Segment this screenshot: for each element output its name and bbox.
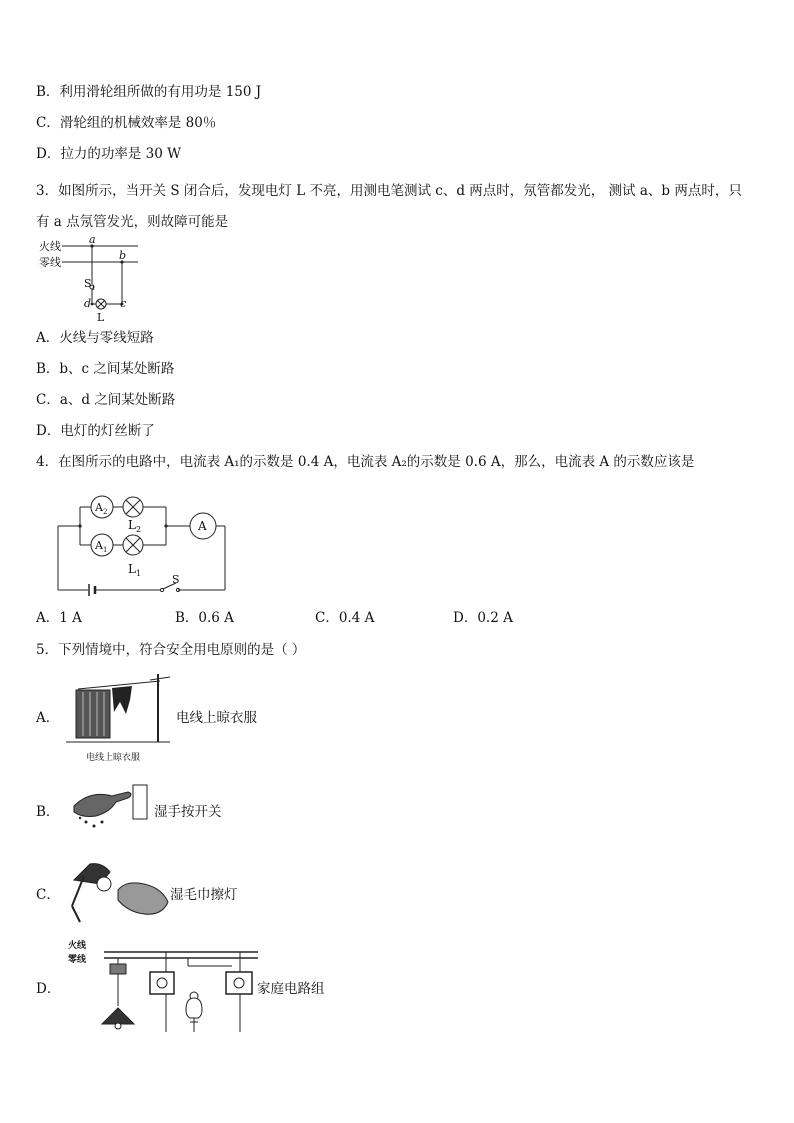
q3-option-a: A．火线与零线短路: [36, 330, 154, 346]
label-live-wire: 火线: [39, 240, 61, 253]
q2-option-c: C．滑轮组的机械效率是 80％: [36, 115, 217, 131]
label-l1: L: [128, 562, 136, 576]
label-a1-sub: 1: [103, 546, 108, 554]
q5-option-d-letter: D．: [36, 981, 61, 997]
q5-option-d-caption: 家庭电路组: [257, 981, 325, 997]
label-point-d: d: [84, 297, 92, 310]
q3-stem-line1: 3．如图所示，当开关 S 闭合后，发现电灯 L 不亮，用测电笔测试 c、d 两点时，氖管都发光， 测试 a、b 两点时，只: [36, 183, 742, 199]
q3-stem-line2: 有 a 点氖管发光，则故障可能是: [36, 214, 229, 230]
q5-option-a-caption: 电线上晾衣服: [176, 710, 257, 726]
label-a: A: [198, 519, 207, 533]
label-switch-sub: 1: [91, 284, 96, 292]
q3-option-b: B．b、c 之间某处断路: [36, 361, 175, 377]
label-neutral-wire: 零线: [39, 256, 61, 269]
q5-option-c-letter: C．: [36, 887, 60, 903]
q4-option-d: D．0.2 A: [453, 610, 513, 626]
q2-option-b: B．利用滑轮组所做的有用功是 150 J: [36, 84, 262, 100]
q4-option-c: C．0.4 A: [315, 610, 375, 626]
label-l2-sub: 2: [136, 525, 142, 534]
q5-stem: 5．下列情境中，符合安全用电原则的是（ ）: [36, 642, 306, 658]
q5-option-c-caption: 湿毛巾擦灯: [170, 887, 238, 903]
label-switch-s: S: [84, 277, 92, 290]
label-switch: S: [172, 573, 180, 586]
label-a2: A: [95, 501, 103, 514]
label-point-a: a: [89, 233, 96, 246]
label-point-c: c: [120, 297, 127, 310]
label-l2: L: [128, 518, 136, 532]
label-lamp-l: L: [97, 311, 105, 324]
q5-option-a-letter: A．: [36, 710, 60, 726]
q5-option-b-letter: B．: [36, 804, 60, 820]
q5-option-b-caption: 湿手按开关: [154, 804, 222, 820]
label-d-live: 火线: [68, 941, 87, 951]
q3-option-d: D．电灯的灯丝断了: [36, 423, 155, 439]
q3-option-c: C．a、d 之间某处断路: [36, 392, 176, 408]
label-point-b: b: [119, 249, 127, 262]
q2-option-d: D．拉力的功率是 30 W: [36, 146, 181, 162]
q4-stem: 4．在图所示的电路中，电流表 A₁的示数是 0.4 A，电流表 A₂的示数是 0.6 A，那么，电流表 A 的示数应该是: [36, 454, 695, 470]
label-d-neutral: 零线: [68, 955, 87, 965]
label-a1: A: [95, 539, 103, 552]
label-l1-sub: 1: [136, 569, 142, 578]
label-a2-sub: 2: [103, 508, 108, 516]
q4-option-a: A．1 A: [36, 610, 82, 626]
q4-option-b: B．0.6 A: [175, 610, 234, 626]
clothes-image-caption: 电线上晾衣服: [86, 753, 141, 763]
